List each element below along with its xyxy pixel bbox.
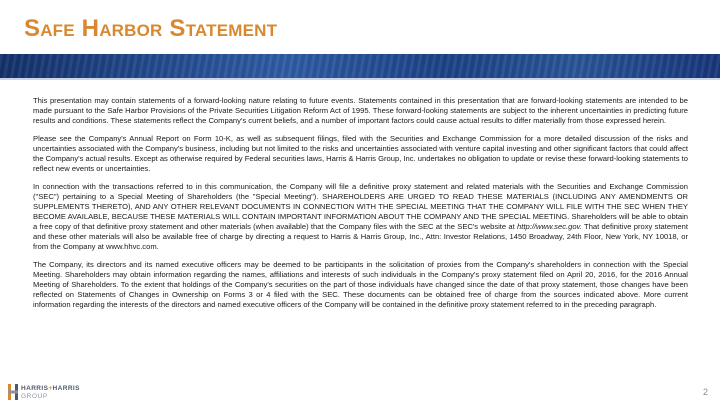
banner-divider: [0, 78, 720, 80]
safe-harbor-body: [33, 96, 688, 318]
paragraph-proxy-statement: [33, 182, 688, 252]
company-logo: [8, 383, 80, 403]
paragraph-risk-factors: Please see the Company's Annual Report on Form 10-K, as well as subsequent filings, filed with the Securities and Exchange Commission for a more detailed discussion of the risks and uncertainties associated with the Company's business, including but not limited to the risks and uncertainties associated with venture capital investing and other significant factors that could affect the Company's actual results. Except as otherwise required by Federal securities laws, Harris & Harris Group, Inc. undertakes no obligation to update or revise these forward-looking statements to reflect new events or uncertainties.: [33, 134, 688, 173]
paragraph-forward-looking: This presentation may contain statements of a forward-looking nature relating to future events. Statements contained in this presentation that are forward-looking statements are intended to be made pursuant to the Safe Harbor Provisions of the Private Securities Litigation Reform Act of 1995. These forward-looking statements are subject to the inherent uncertainties in predicting future results and conditions. These statements reflect the Company's current beliefs, and a number of important factors could cause actual results to differ materially from those expressed herein.: [33, 96, 688, 125]
logo-mark-icon: [8, 384, 18, 400]
logo-word-right: HARRIS: [52, 385, 80, 392]
proxy-text-before-link: In connection with the transactions referred to in this communication, the Company will file a definitive proxy statement and related materials with the Securities and Exchange Commission ("SEC") pertaining to a Special Meeting of Shareholders (the "Special Meeting"). SHAREHOLDERS ARE URGED TO READ THESE MATERIALS (INCLUDING ANY AMENDMENTS OR SUPPLEMENTS THERETO), AND ANY OTHER RELEVANT DOCUMENTS IN CONNECTION WITH THE SPECIAL MEETING THAT THE COMPANY WILL FILE WITH THE SEC WHEN THEY BECOME AVAILABLE, BECAUSE THESE MATERIALS WILL CONTAIN IMPORTANT INFORMATION ABOUT THE COMPANY AND THE SPECIAL MEETING. Shareholders will be able to obtain a free copy of that definitive proxy statement and other materials (when available) that the Company files with the SEC at the SEC's website at: [33, 182, 688, 231]
slide-title: Safe Harbor Statement: [24, 15, 278, 42]
page-number: 2: [702, 387, 708, 397]
logo-word-left: HARRIS: [21, 385, 49, 392]
logo-wordmark: [21, 385, 80, 393]
logo-plus: +: [48, 385, 53, 392]
sec-website-link[interactable]: http://www.sec.gov.: [517, 222, 582, 231]
proxy-text-after-link: That definitive proxy statement and these other materials will also be available free of charge by directing a request to Harris & Harris Group, Inc., Attn: Investor Relations, 1450 Broadway, 24th Floor, New York, NY 10018, or from the Company at www.hhvc.com.: [33, 222, 688, 251]
header-banner: [0, 54, 720, 78]
logo-group-text: GROUP: [21, 393, 48, 400]
paragraph-participants: The Company, its directors and its named executive officers may be deemed to be participants in the solicitation of proxies from the Company's shareholders in connection with the Special Meeting. Shareholders may obtain information regarding the names, affiliations and interests of such individuals in the Company's proxy statement filed on April 20, 2016, for the 2016 Annual Meeting of Shareholders. To the extent that holdings of the Company's securities on the part of those individuals have changed since the date of that proxy statement, those changes have been reflected on Statements of Changes in Ownership on Forms 3 or 4 filed with the SEC. These documents can be obtained free of charge from the sources indicated above. More current information regarding the interests of the directors and named executive officers of the Company will be contained in the definitive proxy statement referred to in the preceding paragraph.: [33, 260, 688, 309]
